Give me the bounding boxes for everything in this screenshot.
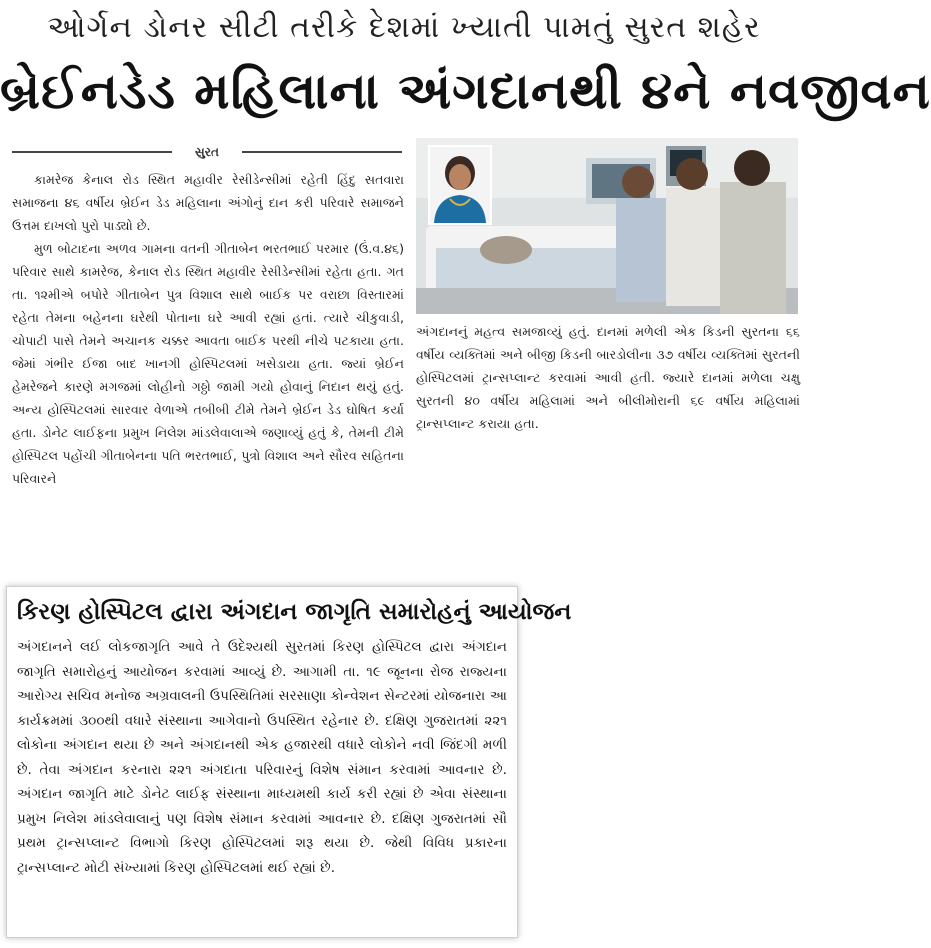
donor-portrait (428, 145, 492, 225)
dateline (12, 142, 402, 162)
article-column-right (416, 320, 800, 435)
sidebar-title: કિરણ હોસ્પિટલ દ્વારા અંગદાન જાગૃતિ સમારોહનું આયોજન (17, 599, 572, 625)
dateline-rule-left (12, 151, 172, 153)
sidebar-body: અંગદાનને લઈ લોકજાગૃતિ આવે તે ઉદેશ્યથી સુરતમાં કિરણ હોસ્પિટલ દ્વારા અંગદાન જાગૃતિ સમારોહનું આયોજન કરવામાં આવ્યું છે. આગામી તા. ૧૯ જૂનના રોજ રાજ્યના આરોગ્ય સચિવ મનોજ અગ્રવાલની ઉપસ્થિતિમાં સરસાણા કોન્વેશન સેન્ટરમાં યોજનારા આ કાર્યક્રમમાં ૩૦૦થી વધારે સંસ્થાના આગેવાનો ઉપસ્થિત રહેનાર છે. દક્ષિણ ગુજરાતમાં ૨૨૧ લોકોના અંગદાન થયા છે અને અંગદાનથી એક હજારથી વધારે લોકોને નવી જિંદગી મળી છે. તેવા અંગદાન કરનારા ૨૨૧ અંગદાતા પરિવારનું વિશેષ સંમાન કરવામાં આવનાર છે. અંગદાન જાગૃતિ માટે ડોનેટ લાઈફ સંસ્થાના માધ્યમથી કાર્ય કરી રહ્યાં છે એવા સંસ્થાના પ્રમુખ નિલેશ માંડલેવાલાનું પણ વિશેષ સંમાન કરવામાં આવનાર છે. દક્ષિણ ગુજરાતમાં સૌ પ્રથમ ટ્રાન્સપ્લાન્ટ વિભાગો કિરણ હોસ્પિટલમાં શરૂ થયા છે. જેથી વિવિધ પ્રકારના ટ્રાન્સપ્લાન્ટ મોટી સંખ્યામાં કિરણ હોસ્પિટલમાં થઈ રહ્યાં છે. (17, 639, 507, 876)
article-column-left (12, 168, 404, 490)
sidebar-box (6, 586, 572, 938)
kicker-headline: ઓર્ગન ડોનર સીટી તરીકે દેશમાં ખ્યાતી પામતું સુરત શહેર (47, 10, 761, 45)
dateline-rule-right (242, 151, 402, 153)
dateline-label: સુરત (195, 145, 219, 159)
article-paragraph-intro: કામરેજ કેનાલ રોડ સ્થિત મહાવીર રેસીડેન્સીમાં રહેતી હિંદુ સતવારા સમાજના ૪૬ વર્ષીય બ્રેઈન ડેડ મહિલાના અંગોનું દાન કરી પરિવારે સમાજને ઉત્તમ દાખલો પુરો પાડ્યો છે. (12, 172, 404, 233)
article-paragraph-continued: અંગદાનનું મહત્વ સમજાવ્યું હતું. દાનમાં મળેલી એક કિડની સુરતના ૬૬ વર્ષીય વ્યક્તિમાં અને બીજી કિડની બારડોલીના ૩૭ વર્ષીય વ્યક્તિમાં સુરતની હોસ્પિટલમાં ટ્રાન્સપ્લાન્ટ કરવામાં આવી હતી. જ્યારે દાનમાં મળેલા ચક્ષુ સુરતની ૪૦ વર્ષીય મહિલામાં અને બીલીમોરાની ૬૯ વર્ષીય મહિલામાં ટ્રાન્સપ્લાન્ટ કરાયા હતા. (416, 324, 800, 431)
portrait-illustration (430, 147, 490, 223)
article-paragraph-story: મુળ બોટાદના અળવ ગામના વતની ગીતાબેન ભરતભાઈ પરમાર (ઉં.વ.૪૬) પરિવાર સાથે કામરેજ, કેનાલ રોડ સ્થિત મહાવીર રેસીડેન્સીમાં રહેતા હતા. ગત તા. ૧૨મીએ બપોરે ગીતાબેન પુત્ર વિશાલ સાથે બાઈક પર વરાછા વિસ્તારમાં રહેતા તેમના બહેનના ઘરેથી પોતાના ઘરે આવી રહ્યાં હતાં. ત્યારે ચીકુવાડી, ચોપાટી પાસે તેમને અચાનક ચક્કર આવતા બાઈક પરથી નીચે પટકાયા હતા. જેમાં ગંભીર ઈજા બાદ ખાનગી હોસ્પિટલમાં ખસેડાયા હતા. જ્યાં બ્રેઈન હેમરેજને કારણે મગજમાં લોહીનો ગઠ્ઠો જામી ગયો હોવાનું નિદાન થયું હતું. અન્ય હોસ્પિટલમાં સારવાર વેળાએ તબીબી ટીમે તેમને બ્રેઈન ડેડ ઘોષિત કર્યા હતા. ડોનેટ લાઈફના પ્રમુખ નિલેશ માંડલેવાલાએ જણાવ્યું હતું કે, તેમની ટીમે હોસ્પિટલ પહોંચી ગીતાબેનના પતિ ભરતભાઈ, પુત્રો વિશાલ અને સૌરવ સહિતના પરિવારને (12, 241, 404, 486)
main-headline: બ્રેઈનડેડ મહિલાના અંગદાનથી ૪ને નવજીવન (0, 62, 931, 120)
